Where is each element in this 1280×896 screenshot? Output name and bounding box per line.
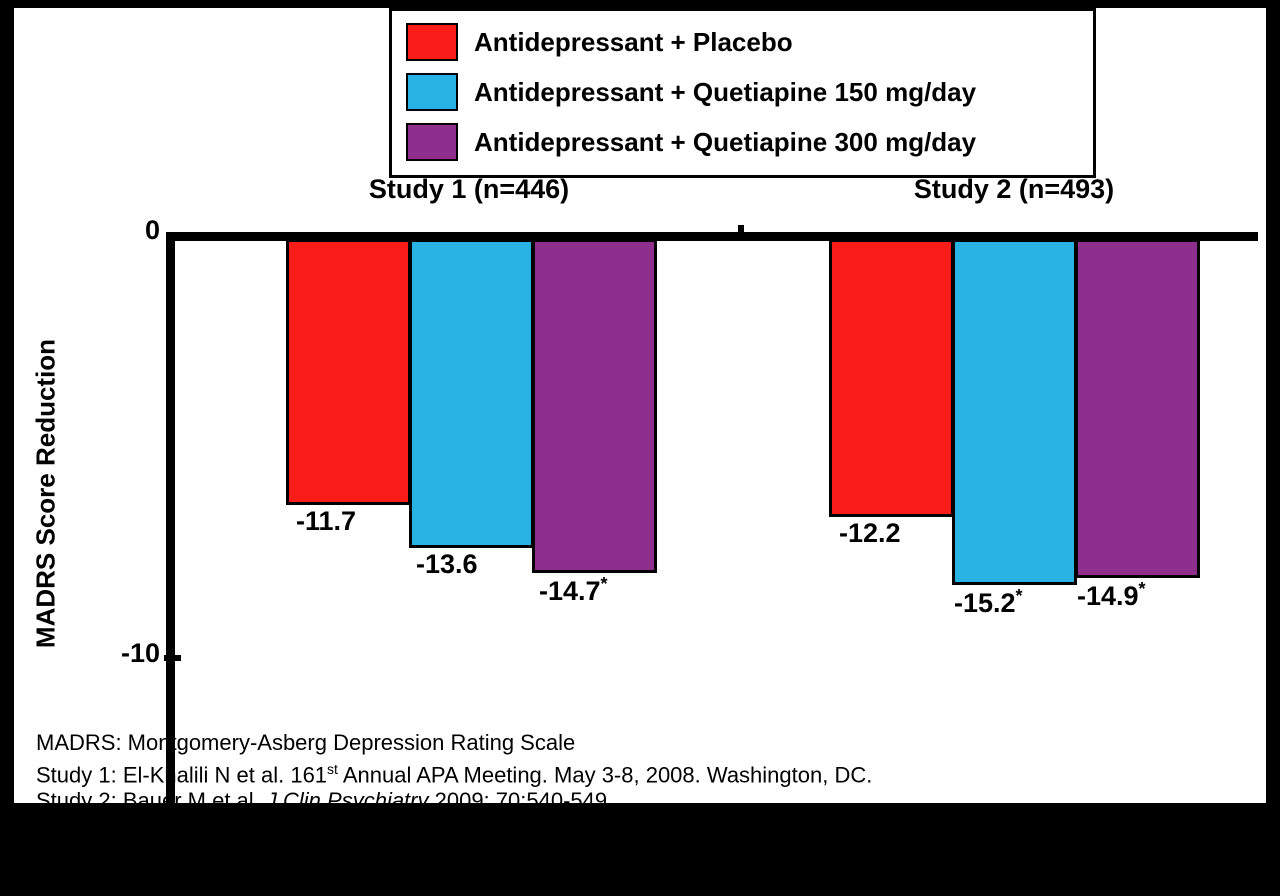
bar-study2-quetiapine-300 bbox=[1075, 239, 1200, 578]
bar-study2-quetiapine-150 bbox=[952, 239, 1077, 585]
bar-study1-quetiapine-150 bbox=[409, 239, 534, 548]
legend-item-quetiapine-300 bbox=[406, 117, 1083, 167]
bar-study1-quetiapine-300 bbox=[532, 239, 657, 573]
group-title-study-2: Study 2 (n=493) bbox=[913, 174, 1115, 204]
footnote-madrs-definition: MADRS: Montgomery-Asberg Depression Rating Scale bbox=[36, 730, 576, 755]
legend-item-quetiapine-150 bbox=[406, 67, 1083, 117]
color-swatch-icon-quetiapine-150 bbox=[406, 73, 458, 111]
y-tick-label-minus10: -10 bbox=[120, 638, 160, 668]
bar-value-study1-quetiapine-300: -14.7* bbox=[539, 574, 608, 606]
legend-label-quetiapine-150: Antidepressant + Quetiapine 150 mg/day bbox=[474, 76, 977, 107]
legend-label-placebo: Antidepressant + Placebo bbox=[474, 26, 793, 57]
group-title-study-1: Study 1 (n=446) bbox=[368, 174, 570, 204]
bar-value-study2-quetiapine-150: -15.2* bbox=[954, 586, 1023, 618]
chart-legend bbox=[389, 8, 1096, 178]
bar-value-study2-placebo: -12.2 bbox=[839, 518, 901, 548]
bar-study2-placebo bbox=[829, 239, 954, 517]
significance-star: * bbox=[600, 574, 608, 594]
footnotes bbox=[36, 730, 1246, 814]
legend-label-quetiapine-300: Antidepressant + Quetiapine 300 mg/day bbox=[474, 126, 977, 157]
significance-star: * bbox=[222, 808, 229, 827]
footnote-study-1-citation: Study 1: El-Khalili N et al. 161st Annual APA Meeting. May 3-8, 2008. Washington, DC. bbox=[36, 761, 873, 788]
chart-canvas bbox=[14, 8, 1266, 895]
significance-note: *p<0.05 vs placebo bbox=[222, 808, 444, 839]
significance-star: * bbox=[1015, 586, 1023, 606]
y-tick-label-0: 0 bbox=[144, 215, 160, 245]
bar-value-study2-quetiapine-300: -14.9* bbox=[1077, 579, 1146, 611]
color-swatch-icon-quetiapine-300 bbox=[406, 123, 458, 161]
x-axis-group-separator-tick bbox=[738, 225, 744, 236]
bar-value-study1-placebo: -11.7 bbox=[296, 506, 357, 536]
y-tick-label-minus20: -20 bbox=[120, 865, 160, 895]
bar-value-study1-quetiapine-150: -13.6 bbox=[416, 549, 478, 579]
y-axis-label: MADRS Score Reduction bbox=[30, 338, 61, 649]
significance-star: * bbox=[1138, 579, 1146, 599]
legend-item-placebo bbox=[406, 17, 1083, 67]
bar-study1-placebo bbox=[286, 239, 411, 505]
footnote-study-2-citation: Study 2: Bauer M et al. J Clin Psychiatry 2009; 70:540-549. bbox=[36, 788, 614, 814]
color-swatch-icon-placebo bbox=[406, 23, 458, 61]
